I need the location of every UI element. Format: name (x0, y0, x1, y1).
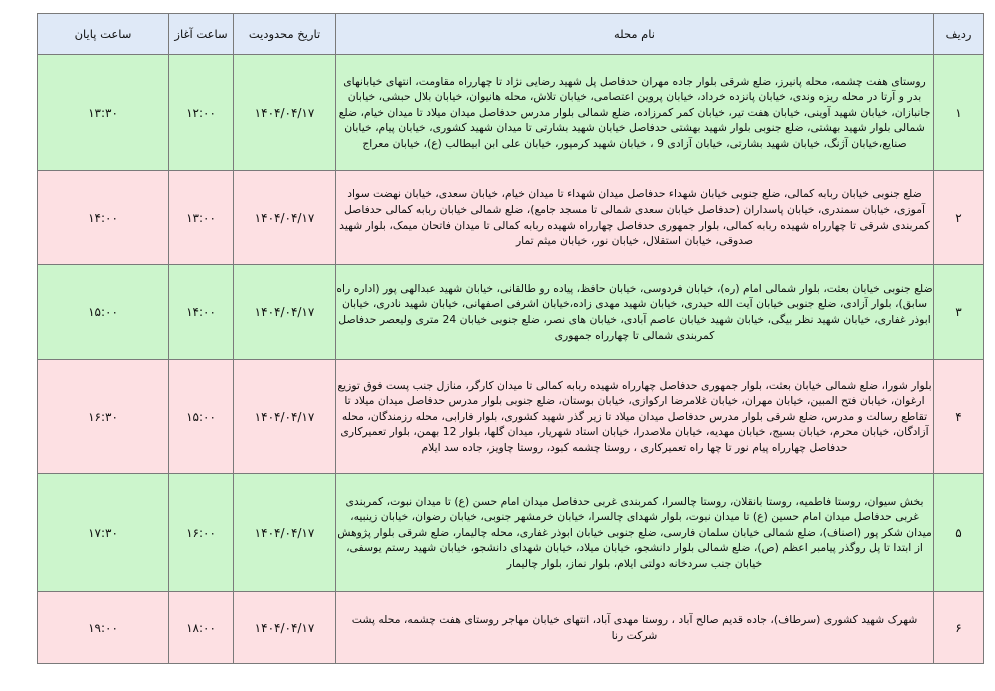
area-name: ضلع جنوبی خیابان بعثت، بلوار شمالی امام (ره)، خیابان فردوسی، خیابان حافظ، پیاده رو طالقانی، خیابان شهید عبدالهی پور (اداره راه سابق)، بلوار آزادی، ضلع جنوبی خیابان آیت الله حیدری، خیابان شهید مهدی زاده،خیابان اشرفی اصفهانی، خیابان شهید نادری، خیابان ابوذر غفاری، خیابان شهید نظر بیگی، خیابان شهید خیابان عاصم آبادی، خیابان های نصر، ضلع جنوبی خیابان 24 متری ولیعصر حدفاصل کمربندی شمالی تا چهارراه جمهوری (336, 265, 934, 360)
area-name: روستای هفت چشمه، محله پانیرز، ضلع شرقی بلوار جاده مهران حدفاصل پل شهید رضایی نژاد تا چهارراه مقاومت، انتهای خیابانهای بدر و آرتا در محله ریزه وندی، خیابان پانزده خرداد، خیابان پروین اعتصامی، خیابان تلاش، محله هانیوان، خیابان بلال حبشی، خیابان جانبازان، خیابان شهید آوینی، خیابان هفت تیر، خیابان کمر کمرزاده، ضلع شمالی بلوار مدرس حدفاصل میدان میلاد تا میدان خیام، ضلع شمالی بلوار شهید بهشتی، ضلع جنوبی بلوار شهید بهشتی حدفاصل خیابان شهید بشارتی تا میدان شهید کشوری، خیابان پیام، خیابان صنایع،خیابان آژنگ، خیابان شهید بشارتی، خیابان آزادی 9 ، خیابان شهید کرمپور، خیابان علی ابن ابیطالب (ع)، خیابان معراج (336, 55, 934, 171)
table-row (38, 171, 984, 265)
area-name: بخش سیوان، روستا فاطمیه، روستا بانقلان، روستا چالسرا، کمربندی غربی حدفاصل میدان امام حسن (ع) تا میدان نبوت، کمربندی غربی حدفاصل میدان امام حسین (ع) تا میدان نبوت، بلوار شهدای چالسرا، خیابان خرمشهر جنوبی، خیابان رضوان، خیابان زینبیه، میدان شکر پور (اصناف)، ضلع شمالی خیابان سلمان فارسی، ضلع جنوبی خیابان ابوذر غفاری، محله چالیمار، ضلع شرقی بلوار پژوهش از ابتدا تا پل روگذر پیامبر اعظم (ص)، ضلع شمالی بلوار دانشجو، خیابان میلاد، خیابان شهدای دانشجو، خیابان شهید رستم یوسفی، خیابان جنب سردخانه دولتی ایلام، بلوار نماز، بلوار چالیمار (336, 474, 934, 592)
area-name: شهرک شهید کشوری (سرطاف)، جاده قدیم صالح آباد ، روستا مهدی آباد، انتهای خیابان مهاجر روستای هفت چشمه، محله پشت شرکت رنا (336, 592, 934, 664)
restriction-date: ۱۴۰۴/۰۴/۱۷ (234, 171, 336, 265)
restriction-date: ۱۴۰۴/۰۴/۱۷ (234, 55, 336, 171)
table-row (38, 360, 984, 474)
row-number: ۶ (934, 592, 984, 664)
row-number: ۲ (934, 171, 984, 265)
header-row-number: ردیف (934, 14, 984, 55)
start-time: ۱۳:۰۰ (169, 171, 234, 265)
start-time: ۱۸:۰۰ (169, 592, 234, 664)
table-row (38, 474, 984, 592)
area-name: ضلع جنوبی خیابان ربابه کمالی، ضلع جنوبی خیابان شهداء حدفاصل میدان شهداء تا میدان خیام، خیابان سعدی، خیابان نهضت سواد آموزی، خیابان سمندری، خیابان پاسداران (حدفاصل خیابان سعدی شمالی تا مسجد جامع)، ضلع شمالی خیابان ربابه کمالی حدفاصل کمربندی شرقی تا چهارراه شهیده ربابه کمالی، بلوار جمهوری حدفاصل چهارراه شهیده ربابه کمالی تا میدان فاتحان میمک، بلوار شهید صدوقی، خیابان استقلال، خیابان نور، خیابان میثم تمار (336, 171, 934, 265)
row-number: ۱ (934, 55, 984, 171)
end-time: ۱۶:۳۰ (38, 360, 169, 474)
header-end-time: ساعت پایان (38, 14, 169, 55)
header-date: تاریخ محدودیت (234, 14, 336, 55)
header-start-time: ساعت آغاز (169, 14, 234, 55)
end-time: ۱۵:۰۰ (38, 265, 169, 360)
start-time: ۱۲:۰۰ (169, 55, 234, 171)
table-row (38, 265, 984, 360)
row-number: ۳ (934, 265, 984, 360)
start-time: ۱۶:۰۰ (169, 474, 234, 592)
row-number: ۴ (934, 360, 984, 474)
table-row (38, 55, 984, 171)
header-row (38, 14, 984, 55)
row-number: ۵ (934, 474, 984, 592)
restriction-date: ۱۴۰۴/۰۴/۱۷ (234, 474, 336, 592)
header-area-name: نام محله (336, 14, 934, 55)
area-name: بلوار شورا، ضلع شمالی خیابان بعثت، بلوار جمهوری حدفاصل چهارراه شهیده ربابه کمالی تا میدان کارگر، منازل جنب پست فوق توزیع ارغوان، خیابان فتح المبین، خیابان مهران، خیابان غلامرضا ارکوازی، خیابان بوستان، ضلع جنوبی بلوار مدرس حدفاصل میدان میلاد تا تقاطع رسالت و مدرس، ضلع شرقی بلوار مدرس حدفاصل میدان میلاد تا زیر گذر شهید کشوری، بلوار فارابی، محله رزمندگان، محله آزادگان، خیابان محرم، خیابان بسیج، خیابان مهدیه، خیابان ملاصدرا، خیابان استاد شهریار، میدان گلها، بلوار 12 بهمن، بلوار تعمیرکاری حدفاصل چهارراه پیام نور تا چها راه تعمیرکاری ، روستا چشمه کبود، روستا چاویز، جاده سد ایلام (336, 360, 934, 474)
table-row (38, 592, 984, 664)
end-time: ۱۹:۰۰ (38, 592, 169, 664)
end-time: ۱۷:۳۰ (38, 474, 169, 592)
start-time: ۱۴:۰۰ (169, 265, 234, 360)
outage-schedule-table (37, 13, 984, 664)
start-time: ۱۵:۰۰ (169, 360, 234, 474)
restriction-date: ۱۴۰۴/۰۴/۱۷ (234, 592, 336, 664)
restriction-date: ۱۴۰۴/۰۴/۱۷ (234, 360, 336, 474)
end-time: ۱۳:۳۰ (38, 55, 169, 171)
restriction-date: ۱۴۰۴/۰۴/۱۷ (234, 265, 336, 360)
end-time: ۱۴:۰۰ (38, 171, 169, 265)
